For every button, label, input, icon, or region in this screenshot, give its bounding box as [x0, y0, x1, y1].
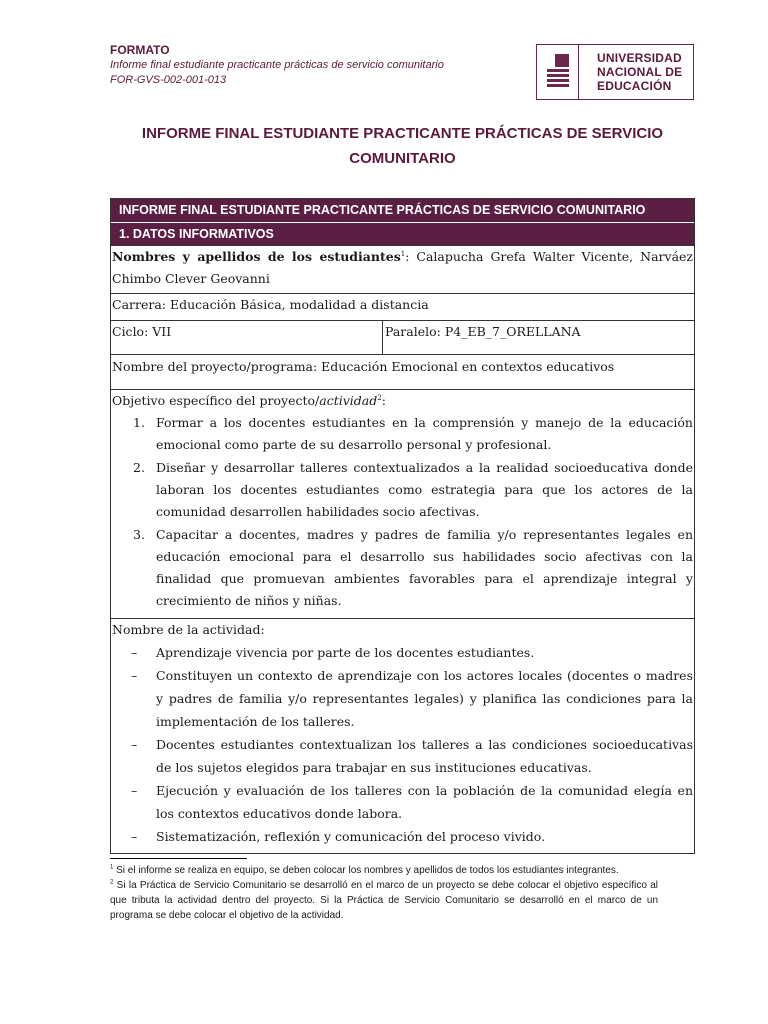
students-label: Nombres y apellidos de los estudiantes — [112, 249, 401, 264]
objectives-field — [111, 389, 694, 618]
activity-item: – Aprendizaje vivencia por parte de los docentes estudiantes. — [131, 645, 535, 660]
footnotes — [110, 863, 658, 923]
format-code: FOR-GVS-002-001-013 — [110, 74, 227, 86]
project-name-field: Nombre del proyecto/programa: Educación Emocional en contextos educativos — [111, 354, 694, 389]
parallel-field: Paralelo: P4_EB_7_ORELLANA — [385, 324, 581, 339]
activity-item: – Sistematización, reflexión y comunicación del proceso vivido. — [131, 829, 546, 844]
document-header — [110, 43, 444, 88]
activities-label: Nombre de la actividad: — [112, 622, 265, 637]
footnote-ref-1: 1 — [400, 249, 406, 258]
format-subtitle: Informe final estudiante practicante prácticas de servicio comunitario — [110, 59, 444, 71]
cycle-field: Ciclo: VII — [111, 321, 383, 354]
objectives-label: Objetivo específico del proyecto/actividad$^2$: — [112, 393, 386, 408]
activities-list — [111, 641, 694, 848]
logo-wordmark: UNIVERSIDAD NACIONAL DE EDUCACIÓN — [597, 51, 683, 93]
footnote-ref-2: 2 — [377, 393, 382, 402]
objectives-list — [111, 412, 694, 612]
report-form — [110, 198, 695, 854]
format-label: FORMATO — [110, 43, 170, 57]
logo-emblem-icon — [537, 45, 579, 99]
form-header-bar: INFORME FINAL ESTUDIANTE PRACTICANTE PRÁCTICAS DE SERVICIO COMUNITARIO — [111, 199, 694, 222]
objective-item: 3. Capacitar a docentes, madres y padres de familia y/o representantes legales en educación emocional para el desarrollo sus habilidades socio afectivas con la finalidad que promuevan ambientes favorables para el aprendizaje integral y crecimiento de niños y niñas. — [133, 527, 693, 608]
activity-item: – Constituyen un contexto de aprendizaje con los actores locales (docentes o madres y padres de familia y/o representantes legales) y planifica las condiciones para la implementación de los talleres. — [131, 668, 693, 729]
footnote-2: $^2$ Si la Práctica de Servicio Comunitario se desarrolló en el marco de un proyecto se debe colocar el objetivo específico al que tributa la actividad dentro del proyecto. Si la Práctica de Servicio Comunitario se desarrolló en el marco de un programa se debe colocar el objetivo de la actividad. — [110, 879, 658, 921]
objective-item: 1. Formar a los docentes estudiantes en la comprensión y manejo de la educación emocional como parte de su desarrollo personal y profesional. — [133, 415, 693, 452]
activities-field — [111, 618, 694, 853]
objective-item: 2. Diseñar y desarrollar talleres contextualizados a la realidad socioeducativa donde laboran los docentes estudiantes como estrategia para que los actores de la comunidad desarrollen habilidades socio afectivas. — [133, 460, 693, 519]
students-field — [111, 245, 694, 293]
cycle-parallel-row — [111, 320, 694, 354]
university-logo — [536, 44, 694, 100]
activity-item: – Docentes estudiantes contextualizan los talleres a las condiciones socioeducativas de los sujetos elegidos para trabajar en sus instituciones educativas. — [131, 737, 693, 775]
footnote-1: $^1$ Si el informe se realiza en equipo, se deben colocar los nombres y apellidos de todos los estudiantes integrantes. — [110, 864, 619, 876]
students-value: : Calapucha Grefa Walter Vicente, Narváez Chimbo Clever Geovanni — [112, 249, 693, 286]
career-field: Carrera: Educación Básica, modalidad a distancia — [111, 293, 694, 320]
activity-item: – Ejecución y evaluación de los talleres con la población de la comunidad elegía en los contextos educativos donde labora. — [131, 783, 693, 821]
section-bar-datos: 1. DATOS INFORMATIVOS — [111, 222, 694, 245]
footnote-divider — [110, 858, 247, 859]
document-title: INFORME FINAL ESTUDIANTE PRACTICANTE PRÁCTICAS DE SERVICIO COMUNITARIO — [141, 125, 664, 167]
